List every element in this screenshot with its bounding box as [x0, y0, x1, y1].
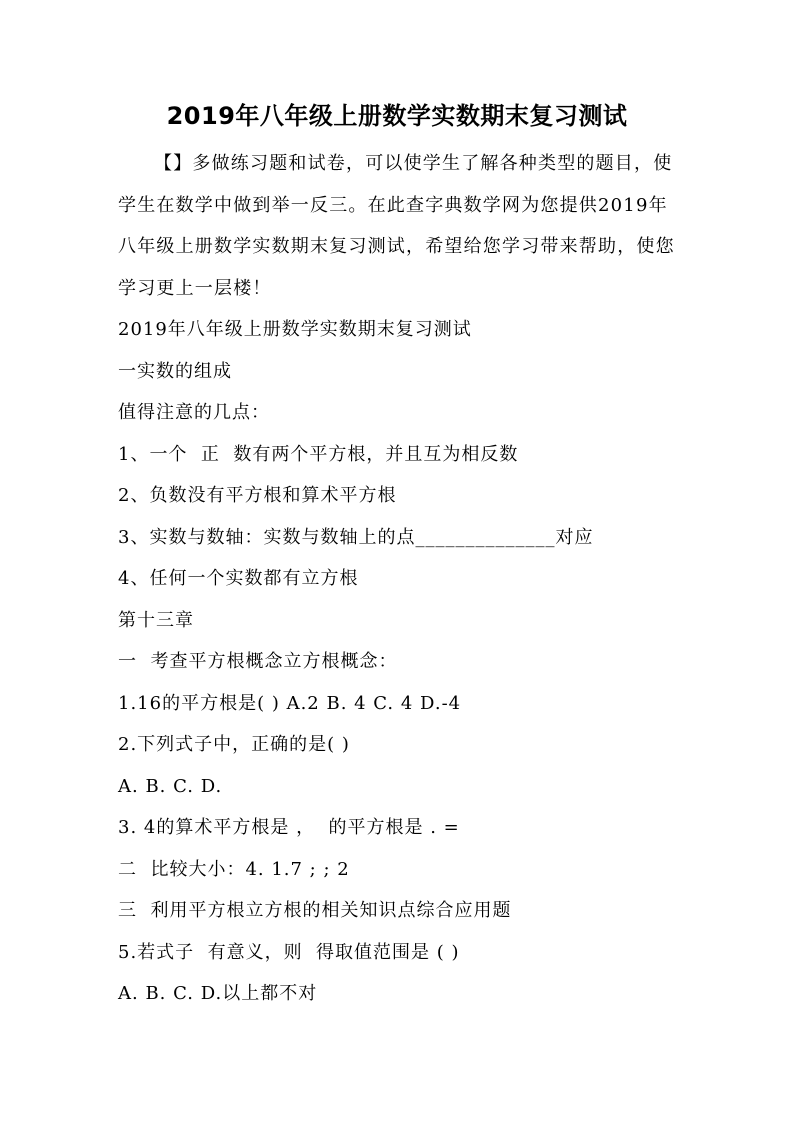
- list-item: 4、任何一个实数都有立方根: [118, 568, 359, 589]
- document-title: 2019年八年级上册数学实数期末复习测试: [166, 102, 628, 130]
- section-heading: 一 考查平方根概念立方根概念：: [118, 651, 398, 672]
- question: 3. 4的算术平方根是 ， 的平方根是 . =: [118, 817, 460, 838]
- list-item: 1、一个 正 数有两个平方根，并且互为相反数: [118, 443, 519, 465]
- document-body: [118, 143, 678, 1015]
- section-heading: 二 比较大小：4. 1.7 ; ; 2: [118, 858, 350, 880]
- answer-options: A. B. C. D.: [118, 775, 223, 797]
- list-item: 2、负数没有平方根和算术平方根: [118, 485, 397, 506]
- chapter-heading: 第十三章: [118, 609, 194, 631]
- section-heading: 三 利用平方根立方根的相关知识点综合应用题: [118, 900, 512, 921]
- question: 1.16的平方根是( ) A.2 B. 4 C. 4 D.-4: [118, 692, 462, 714]
- answer-options: A. B. C. D.以上都不对: [118, 983, 318, 1004]
- list-item: 3、实数与数轴：实数与数轴上的点______________对应: [118, 526, 594, 548]
- text-line: 2019年八年级上册数学实数期末复习测试: [118, 319, 472, 340]
- question: 2.下列式子中，正确的是( ): [118, 734, 350, 755]
- section-heading: 一实数的组成: [118, 360, 232, 382]
- text-line: 值得注意的几点：: [118, 402, 270, 423]
- question: 5.若式子 有意义，则 得取值范围是 ( ): [118, 941, 460, 963]
- intro-paragraph: 【】多做练习题和试卷，可以使学生了解各种类型的题目，使学生在数学中做到举一反三。在此查字典数学网为您提供2019年八年级上册数学实数期末复习测试，希望给您学习带来帮助，使您学习更上一层楼！: [118, 153, 675, 299]
